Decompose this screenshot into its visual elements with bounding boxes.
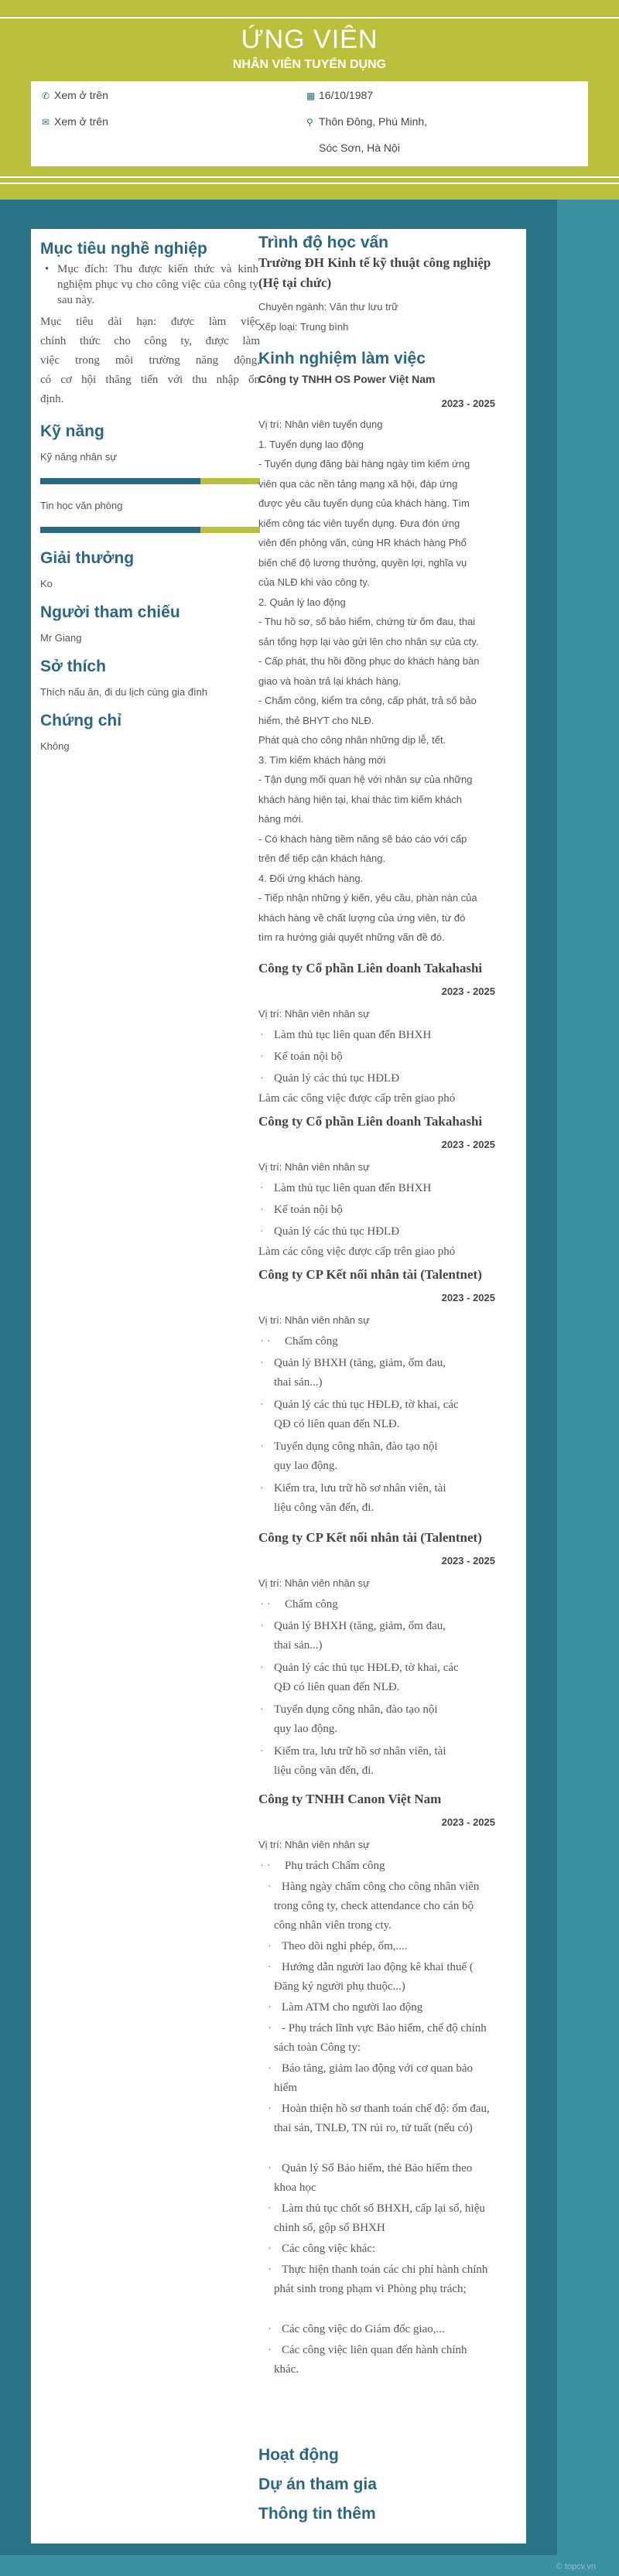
job6-bullet: · Các công việc liên quan đến hành chính khác. <box>258 2341 491 2380</box>
footer-watermark: © topcv.vn <box>556 2562 596 2571</box>
job1-line: - Có khách hàng tiềm năng sẽ báo cáo với cấp <box>258 832 467 845</box>
job6-bullet: · Báo tăng, giảm lao động với cơ quan bảo hiểm <box>258 2059 491 2098</box>
job1-line: tìm ra hướng giải quyết những vấn đề đó. <box>258 931 445 943</box>
job6-bullet: · Các công việc khác: <box>258 2239 491 2259</box>
skill-label-office: Tin học văn phòng <box>40 500 123 511</box>
job1-line: giao và hoàn trả lại khách hàng. <box>258 675 402 687</box>
awards-title: Giải thưởng <box>40 549 135 567</box>
job5-bullet: · Tuyển dụng công nhân, đào tạo nội quy lao động. <box>258 1700 491 1739</box>
job5-bullet: · Quản lý BHXH (tăng, giảm, ốm đau, thai sản...) <box>258 1617 491 1655</box>
job6-bullet: · Quản lý Sổ Bảo hiểm, thẻ Bảo hiểm theo khoa học <box>258 2159 491 2198</box>
contact-email: ✉ Xem ở trên <box>42 115 108 128</box>
references-text: Mr Giang <box>40 632 82 644</box>
skill-label-hr: Kỹ năng nhân sự <box>40 451 118 463</box>
job4-bullet: · · Chấm công <box>258 1332 491 1351</box>
job6-bullet: · Các công việc do Giám đốc giao,... <box>258 2320 491 2339</box>
job2-bullet: · Quản lý các thủ tục HĐLĐ <box>258 1069 491 1088</box>
job2-role: Vị trí: Nhân viên nhân sự <box>258 1008 370 1020</box>
job1-description <box>258 415 498 948</box>
location-icon: ⚲ <box>306 117 313 128</box>
awards-text: Ko <box>40 578 53 589</box>
job6-bullet: · Hàng ngày chấm công cho công nhân viên trong công ty, check attendance cho cán bộ công nhân viên trong cty. <box>258 1877 491 1935</box>
candidate-position: NHÂN VIÊN TUYỂN DỤNG <box>232 58 387 71</box>
job3-company: Công ty Cổ phần Liên doanh Takahashi <box>258 1114 483 1129</box>
job1-line: - Cấp phát, thu hồi đồng phục do khách hàng bàn <box>258 655 480 667</box>
job4-bullet: · Quản lý BHXH (tăng, giảm, ốm đau, thai sản...) <box>258 1354 491 1392</box>
job4-bullet: · Kiểm tra, lưu trữ hồ sơ nhân viên, tài liệu công văn đến, đi. <box>258 1479 491 1518</box>
job1-line: viên đến phỏng vấn, cùng HR khách hàng Phổ <box>258 537 467 548</box>
job5-bullet: · Quản lý các thủ tục HĐLĐ, tờ khai, các QĐ có liên quan đến NLĐ. <box>258 1659 491 1697</box>
contact-address-line2: Sóc Sơn, Hà Nội <box>319 142 400 154</box>
job1-line: 2. Quản lý lao động <box>258 596 346 608</box>
job6-role: Vị trí: Nhân viên nhân sự <box>258 1839 370 1850</box>
skills-title: Kỹ năng <box>40 422 104 440</box>
job1-line: được yêu cầu tuyển dụng của khách hàng. Tìm <box>258 497 470 509</box>
job6-bullet: · · Phụ trách Chấm công <box>258 1857 491 1876</box>
contact-birthdate: ▦ 16/10/1987 <box>306 89 374 101</box>
activities-title: Hoạt động <box>258 2446 339 2464</box>
job4-bullet: · Tuyển dụng công nhân, đào tạo nội quy lao động. <box>258 1437 491 1476</box>
job4-bullet: · Quản lý các thủ tục HĐLĐ, tờ khai, các QĐ có liên quan đến NLĐ. <box>258 1396 491 1434</box>
bullet-dot: • <box>45 263 50 275</box>
calendar-icon: ▦ <box>306 91 316 101</box>
phone-icon: ✆ <box>42 91 50 101</box>
job1-line: 3. Tìm kiếm khách hàng mới <box>258 753 386 766</box>
job1-line: khách hàng về chất lượng của ứng viên, từ đó <box>258 911 466 924</box>
job6-date: 2023 - 2025 <box>441 1816 495 1828</box>
job6-company: Công ty TNHH Canon Việt Nam <box>258 1792 442 1806</box>
job6-bullet: · Làm ATM cho người lao động <box>258 1998 491 2017</box>
job1-line: biến chế độ lương thưởng, quyền lợi, nghĩa vụ <box>258 556 467 569</box>
job6-bullet: · Theo dõi nghỉ phép, ốm,.... <box>258 1937 491 1956</box>
job1-line: Phát quà cho công nhân những dịp lễ, tết. <box>258 734 446 746</box>
job6-bullet: · - Phụ trách lĩnh vực Bảo hiểm, chế độ chính sách toàn Công ty: <box>258 2019 491 2058</box>
job1-line: - Tiếp nhận những ý kiến, yêu cầu, phàn nàn của <box>258 892 477 904</box>
objective-bullet: • Mục đích: Thu được kiến thức và kinh nghiệm phục vụ cho công việc của công ty sau này. <box>45 263 258 306</box>
job6-bullet: · Hướng dẫn người lao động kê khai thuế ( Đăng ký người phụ thuộc...) <box>258 1958 491 1997</box>
job1-date: 2023 - 2025 <box>441 398 495 409</box>
job3-bullet: · Làm thủ tục liên quan đến BHXH <box>258 1179 491 1198</box>
references-title: Người tham chiếu <box>40 603 180 621</box>
objective-longterm: Mục tiêu dài hạn: được làm việc chính thức cho công ty, được làm việc trong môi trường năng động, có cơ hội thăng tiến với thu nhập ổn định. <box>40 316 260 405</box>
education-grade: Xếp loại: Trung bình <box>258 321 349 333</box>
job1-line: - Chấm công, kiểm tra công, cấp phát, trả số bảo <box>258 695 477 706</box>
job1-line: kiếm công tác viên tuyển dụng. Đưa đón ứng <box>258 517 460 529</box>
job4-role: Vị trí: Nhân viên nhân sự <box>258 1314 370 1326</box>
job3-bullet: · Quản lý các thủ tục HĐLĐ <box>258 1222 491 1242</box>
job6-bullet: · Làm thủ tục chốt sổ BHXH, cấp lại sổ, hiệu chỉnh sổ, gộp sổ BHXH <box>258 2199 491 2238</box>
job3-date: 2023 - 2025 <box>441 1139 495 1150</box>
job1-line: hiểm, thẻ BHYT cho NLĐ. <box>258 714 374 726</box>
job4-date: 2023 - 2025 <box>441 1292 495 1303</box>
job1-company: Công ty TNHH OS Power Việt Nam <box>258 373 436 385</box>
experience-title: Kinh nghiệm làm việc <box>258 350 426 367</box>
job2-tail: Làm các công việc được cấp trên giao phó <box>258 1092 456 1105</box>
job4-company: Công ty CP Kết nối nhân tài (Talentnet) <box>258 1267 482 1282</box>
objective-title: Mục tiêu nghề nghiệp <box>40 240 207 258</box>
education-title: Trình độ học vấn <box>258 234 389 251</box>
job3-tail: Làm các công việc được cấp trên giao phó <box>258 1245 456 1258</box>
contact-address: ⚲ Thôn Đông, Phú Minh, <box>306 115 428 128</box>
job1-line: hàng mới. <box>258 813 304 825</box>
job3-role: Vị trí: Nhân viên nhân sự <box>258 1161 370 1173</box>
job2-company: Công ty Cổ phần Liên doanh Takahashi <box>258 961 483 975</box>
job2-bullet: · Làm thủ tục liên quan đến BHXH <box>258 1026 491 1045</box>
hobbies-title: Sở thích <box>40 658 106 675</box>
job1-line: 1. Tuyển dụng lao động <box>258 438 364 450</box>
job1-line: trên để tiếp cận khách hàng. <box>258 852 386 864</box>
certs-text: Không <box>40 740 70 752</box>
hobbies-text: Thích nấu ăn, đi du lịch cùng gia đình <box>40 686 208 698</box>
job3-bullet: · Kế toán nội bộ <box>258 1201 491 1220</box>
job5-role: Vị trí: Nhân viên nhân sự <box>258 1577 370 1589</box>
job5-date: 2023 - 2025 <box>441 1555 495 1566</box>
job1-line: viên qua các nền tảng mạng xã hội, đáp ứng <box>258 477 458 490</box>
education-major: Chuyên ngành: Văn thư lưu trữ <box>258 301 398 313</box>
contact-phone: ✆ Xem ở trên <box>42 89 108 101</box>
job1-line: - Tận dụng mối quan hệ với nhân sự của những <box>258 774 473 785</box>
job1-line: của NLĐ khi vào công ty. <box>258 576 370 588</box>
job1-line: khách hàng hiện tại, khai thác tìm kiếm khách <box>258 793 463 805</box>
job5-company: Công ty CP Kết nối nhân tài (Talentnet) <box>258 1530 482 1545</box>
candidate-name: ỨNG VIÊN <box>241 25 378 54</box>
job2-bullet: · Kế toán nội bộ <box>258 1047 491 1067</box>
job5-bullet: · Kiểm tra, lưu trữ hồ sơ nhân viên, tài liệu công văn đến, đi. <box>258 1742 491 1781</box>
job6-bullet: · Thực hiện thanh toán các chi phí hành chính phát sinh trong phạm vi Phòng phụ trách; <box>258 2260 491 2299</box>
job2-date: 2023 - 2025 <box>441 986 495 997</box>
more-info-title: Thông tin thêm <box>258 2505 376 2523</box>
job1-line: Vị trí: Nhân viên tuyển dụng <box>258 419 383 430</box>
education-school: Trường ĐH Kinh tế kỹ thuật công nghiệp <box>258 255 491 270</box>
job1-line: - Thu hồ sơ, số bảo hiểm, chứng từ ốm đau, thai <box>258 616 476 627</box>
email-icon: ✉ <box>42 117 50 128</box>
job1-line: - Tuyển dụng đăng bài hàng ngày tìm kiếm ứng <box>258 458 470 470</box>
projects-title: Dự án tham gia <box>258 2475 377 2493</box>
certs-title: Chứng chỉ <box>40 712 122 729</box>
job6-bullet: · Hoàn thiện hồ sơ thanh toán chế độ: ốm đau, thai sản, TNLĐ, TN rủi ro, tử tuất (nếu có) <box>258 2099 491 2138</box>
job5-bullet: · · Chấm công <box>258 1595 491 1614</box>
job1-line: 4. Đối ứng khách hàng. <box>258 872 364 884</box>
education-system: (Hệ tại chức) <box>258 275 332 290</box>
job1-line: sản tổng hợp lại vào gửi lên cho nhân sự của cty. <box>258 635 479 647</box>
